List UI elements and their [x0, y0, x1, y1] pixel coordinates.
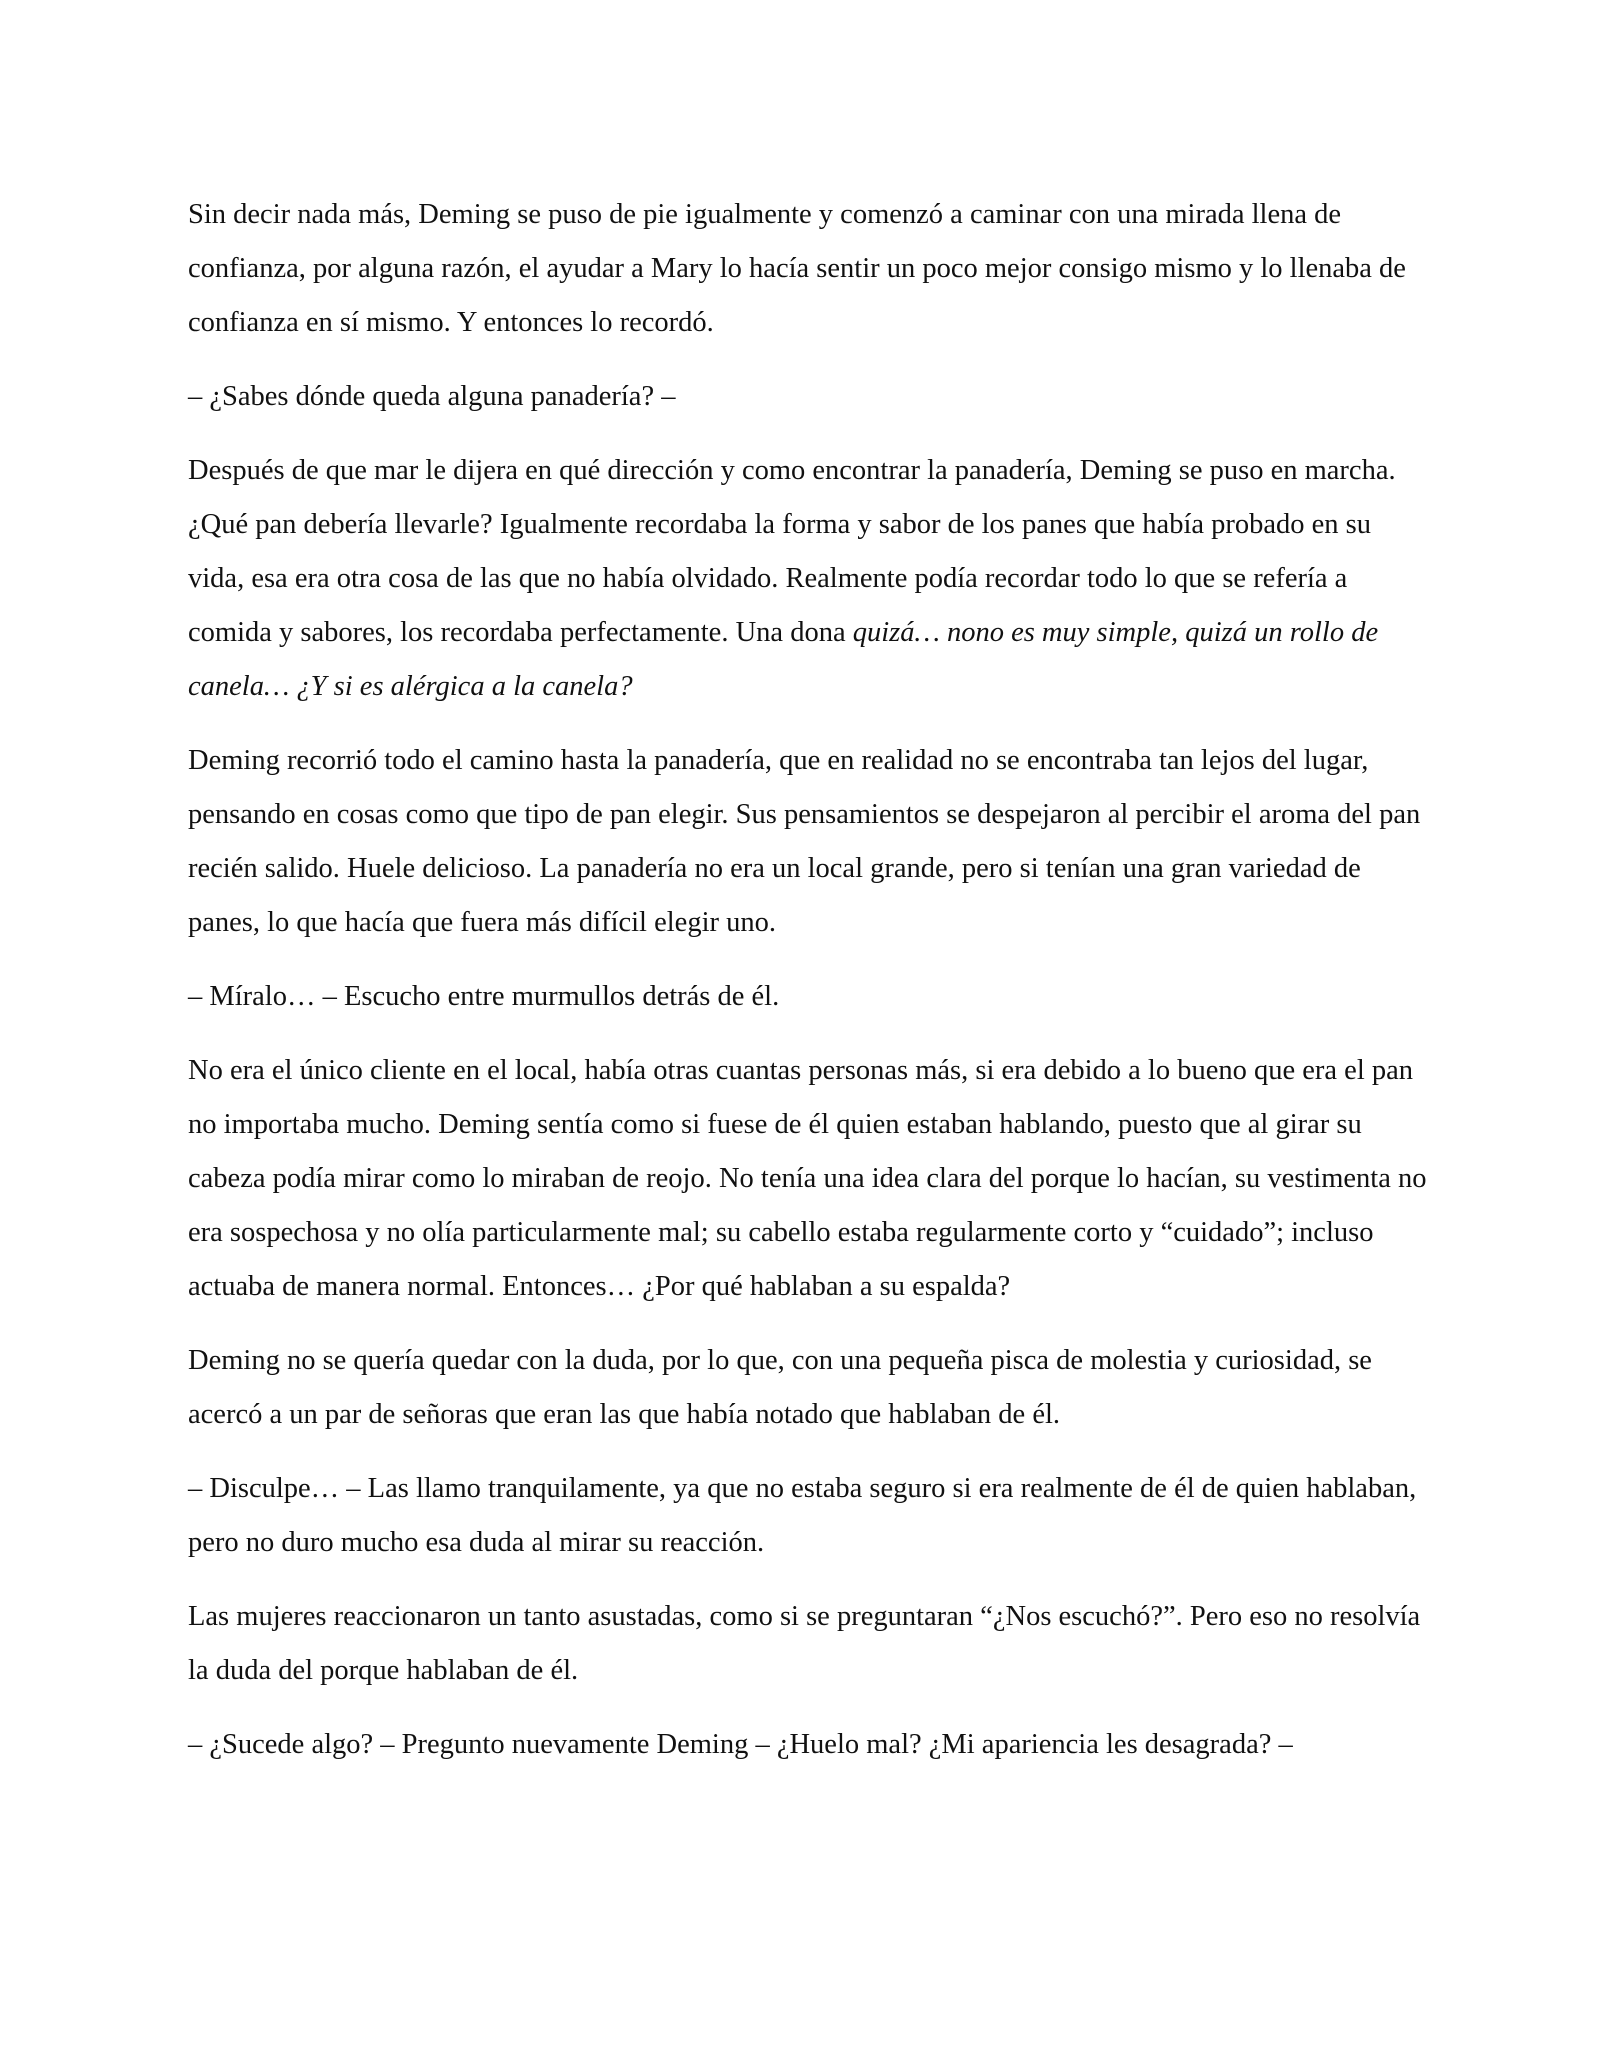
- dialogue-line: – Disculpe… – Las llamo tranquilamente, ya que no estaba seguro si era realmente de él de quien hablaban, pero no duro mucho esa duda al mirar su reacción.: [188, 1473, 1417, 1558]
- document-page: [188, 188, 1428, 1792]
- paragraph: Sin decir nada más, Deming se puso de pie igualmente y comenzó a caminar con una mirada llena de confianza, por alguna razón, el ayudar a Mary lo hacía sentir un poco mejor consigo mismo y lo llenaba de confianza en sí mismo. Y entonces lo recordó.: [188, 199, 1406, 338]
- paragraph: No era el único cliente en el local, había otras cuantas personas más, si era debido a lo bueno que era el pan no importaba mucho. Deming sentía como si fuese de él quien estaban hablando, puesto que al girar su cabeza podía mirar como lo miraban de reojo. No tenía una idea clara del porque lo hacían, su vestimenta no era sospechosa y no olía particularmente mal; su cabello estaba regularmente corto y “cuidado”; incluso actuaba de manera normal. Entonces… ¿Por qué hablaban a su espalda?: [188, 1055, 1427, 1302]
- dialogue-line: – ¿Sucede algo? – Pregunto nuevamente Deming – ¿Huelo mal? ¿Mi apariencia les desagrada? –: [188, 1729, 1293, 1760]
- paragraph: Después de que mar le dijera en qué dirección y como encontrar la panadería, Deming se puso en marcha. ¿Qué pan debería llevarle? Igualmente recordaba la forma y sabor de los panes que había probado en su vida, esa era otra cosa de las que no había olvidado. Realmente podía recordar todo lo que se refería a comida y sabores, los recordaba perfectamente. Una dona quizá… nono es muy simple, quizá un rollo de canela… ¿Y si es alérgica a la canela?: [188, 455, 1396, 702]
- dialogue-line: – Míralo… – Escucho entre murmullos detrás de él.: [188, 981, 780, 1012]
- dialogue-line: – ¿Sabes dónde queda alguna panadería? –: [188, 381, 676, 412]
- paragraph: Deming recorrió todo el camino hasta la panadería, que en realidad no se encontraba tan lejos del lugar, pensando en cosas como que tipo de pan elegir. Sus pensamientos se despejaron al percibir el aroma del pan recién salido. Huele delicioso. La panadería no era un local grande, pero si tenían una gran variedad de panes, lo que hacía que fuera más difícil elegir uno.: [188, 745, 1421, 938]
- paragraph: Las mujeres reaccionaron un tanto asustadas, como si se preguntaran “¿Nos escuchó?”. Pero eso no resolvía la duda del porque hablaban de él.: [188, 1601, 1421, 1686]
- italic-thought: quizá… nono es muy simple, quizá un rollo de canela… ¿Y si es alérgica a la canela?: [188, 617, 1379, 702]
- paragraph: Deming no se quería quedar con la duda, por lo que, con una pequeña pisca de molestia y curiosidad, se acercó a un par de señoras que eran las que había notado que hablaban de él.: [188, 1345, 1372, 1430]
